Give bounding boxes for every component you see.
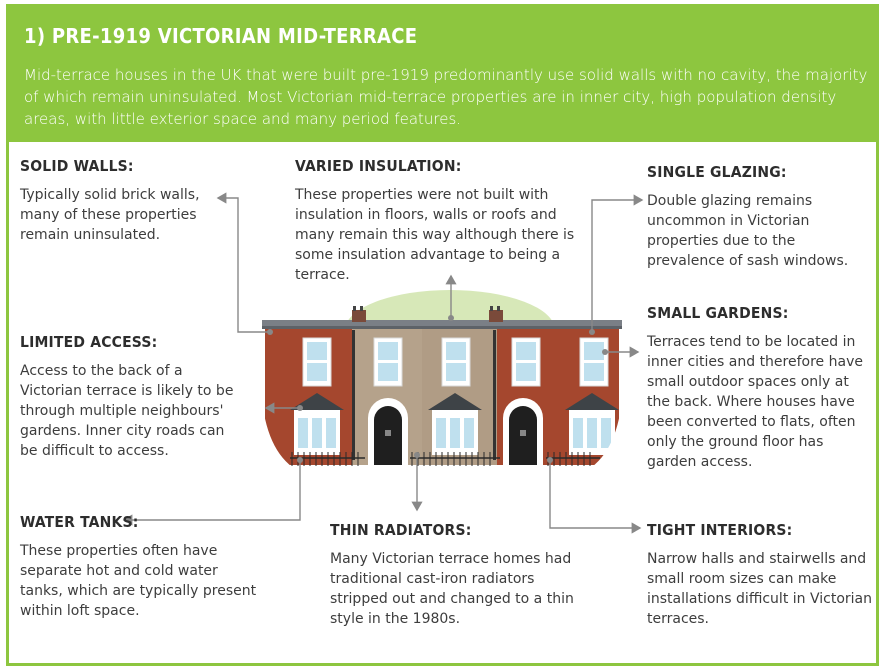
section-heading: LIMITED ACCESS: bbox=[20, 333, 158, 351]
section-thin-radiators bbox=[330, 521, 580, 629]
section-heading: SINGLE GLAZING: bbox=[647, 163, 787, 181]
section-text: Typically solid brick walls, many of these properties remain uninsulated. bbox=[20, 187, 200, 243]
page-title: 1) PRE-1919 VICTORIAN MID-TERRACE bbox=[24, 24, 418, 48]
section-solid-walls bbox=[20, 157, 230, 245]
section-tight-interiors bbox=[647, 521, 872, 629]
section-heading: VARIED INSULATION: bbox=[295, 157, 462, 175]
section-text: Access to the back of a Victorian terrace is likely to be through multiple neighbours' gardens. Inner city roads can be difficult to access. bbox=[20, 363, 234, 459]
section-varied-insulation bbox=[295, 157, 575, 285]
section-heading: SOLID WALLS: bbox=[20, 157, 134, 175]
section-text: Terraces tend to be located in inner cities and therefore have small outdoor spaces only at the back. Where houses have been converted to flats, often only the ground floor has garden access. bbox=[647, 334, 863, 470]
section-text: Many Victorian terrace homes had traditional cast-iron radiators stripped out and changed to a thin style in the 1980s. bbox=[330, 551, 574, 627]
section-text: These properties often have separate hot and cold water tanks, which are typically present within loft space. bbox=[20, 543, 257, 619]
section-water-tanks bbox=[20, 513, 260, 621]
section-limited-access bbox=[20, 333, 245, 461]
section-small-gardens bbox=[647, 304, 872, 472]
intro-text: Mid-terrace houses in the UK that were built pre-1919 predominantly use solid walls with no cavity, the majority of which remain uninsulated. Most Victorian mid-terrace properties are in inner city, high population density areas, with little exterior space and many period features. bbox=[24, 66, 868, 128]
section-heading: TIGHT INTERIORS: bbox=[647, 521, 793, 539]
section-single-glazing bbox=[647, 163, 867, 271]
section-heading: SMALL GARDENS: bbox=[647, 304, 789, 322]
arrow-icon bbox=[592, 200, 642, 332]
section-text: Double glazing remains uncommon in Victorian properties due to the prevalence of sash windows. bbox=[647, 193, 849, 269]
section-heading: THIN RADIATORS: bbox=[330, 521, 472, 539]
terrace-building bbox=[262, 306, 622, 468]
section-text: These properties were not built with insulation in floors, walls or roofs and many remain this way although there is some insulation advantage to being a terrace. bbox=[295, 187, 575, 283]
section-heading: WATER TANKS: bbox=[20, 513, 139, 531]
section-text: Narrow halls and stairwells and small room sizes can make installations difficult in Victorian terraces. bbox=[647, 551, 872, 627]
